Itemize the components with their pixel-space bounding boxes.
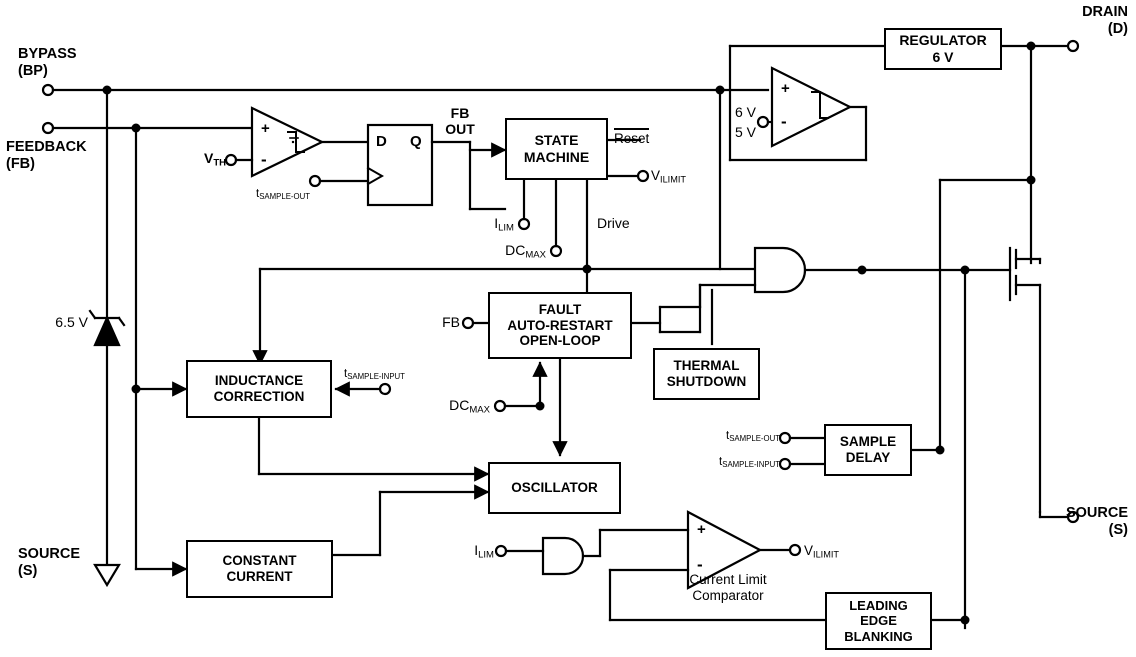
pin-source-left-label <box>18 546 80 579</box>
vth-sub: TH <box>213 157 226 169</box>
tsample-input-1-base: t <box>344 368 348 380</box>
label-dcmax-2 <box>432 397 490 416</box>
block-sample-delay <box>824 424 912 476</box>
label-drive <box>597 215 630 231</box>
vilimit-2-sub: ILIMIT <box>813 549 840 560</box>
vilimit-2-base: V <box>804 543 814 558</box>
cmp2-minus: - <box>781 112 787 131</box>
cmp1-minus: - <box>261 150 267 169</box>
thermal-line-2: SHUTDOWN <box>666 374 747 389</box>
pin-source-right-label <box>1016 505 1128 538</box>
zener-text: 6.5 V <box>55 314 88 330</box>
ff-d-text: D <box>376 133 387 150</box>
tsample-out-1-sub: SAMPLE-OUT <box>259 191 310 201</box>
ilim-2-base: I <box>474 542 479 558</box>
comparator1-plus-sign <box>261 120 270 137</box>
ilim-2-sub: LIM <box>478 549 494 561</box>
tsample-out-1-base: t <box>256 188 260 200</box>
cmp1-plus: + <box>261 120 270 137</box>
leb-line-3: BLANKING <box>844 628 913 644</box>
sample-delay-line-2: DELAY <box>845 450 891 465</box>
tsample-input-2-base: t <box>719 456 723 468</box>
leb-line-1: LEADING <box>849 598 908 613</box>
label-vilimit-2 <box>804 543 839 560</box>
regulator-line-1: REGULATOR <box>899 32 987 49</box>
dcmax-1-base: DC <box>505 242 526 258</box>
label-vilimit-1 <box>651 168 686 185</box>
comparator3-minus-sign <box>697 555 703 575</box>
five-v-text: 5 V <box>734 124 756 140</box>
constant-current-line-1: CONSTANT <box>222 553 297 569</box>
label-tsample-input-1 <box>344 368 405 381</box>
source-right-line-2: (S) <box>1108 521 1128 538</box>
source-left-line-2: (S) <box>18 562 38 579</box>
pin-bypass-label <box>18 46 77 79</box>
block-leading-edge-blanking <box>825 592 932 650</box>
oscillator-label: OSCILLATOR <box>511 480 598 496</box>
dcmax-1-sub: MAX <box>525 249 546 261</box>
block-state-machine <box>505 118 608 180</box>
state-machine-line-2: MACHINE <box>523 149 590 165</box>
cmp3-minus: - <box>697 555 703 574</box>
label-fb-small <box>414 314 460 330</box>
tsample-out-2-sub: SAMPLE-OUT <box>729 433 780 443</box>
label-ilim-2 <box>450 542 494 561</box>
inductance-line-1: INDUCTANCE <box>214 373 304 389</box>
fault-line-2: AUTO-RESTART <box>507 317 613 333</box>
reset-text: Reset <box>614 131 650 146</box>
cmp3-plus: + <box>697 521 706 538</box>
fb-out-line-1: FB <box>450 105 470 121</box>
block-constant-current <box>186 540 333 598</box>
comparator2-plus-sign <box>781 80 790 97</box>
comparator2-minus-sign <box>781 112 787 132</box>
label-tsample-out-2 <box>690 430 780 443</box>
constant-current-line-2: CURRENT <box>226 569 293 584</box>
label-dcmax-1 <box>490 242 546 261</box>
clc-line-2: Comparator <box>692 587 764 603</box>
block-oscillator <box>488 462 621 514</box>
feedback-line-1: FEEDBACK <box>6 139 87 155</box>
block-fault-auto-restart <box>488 292 632 359</box>
fault-line-1: FAULT <box>538 301 582 317</box>
label-ff-d <box>376 133 387 150</box>
regulator-line-2: 6 V <box>932 49 954 65</box>
tsample-input-2-sub: SAMPLE-INPUT <box>722 459 780 469</box>
label-tsample-out-1 <box>256 188 310 201</box>
state-machine-line-1: STATE <box>534 132 579 149</box>
leb-line-2: EDGE <box>860 613 897 629</box>
vth-base: V <box>203 150 214 166</box>
fb-out-line-2: OUT <box>445 121 475 138</box>
thermal-line-1: THERMAL <box>673 358 740 374</box>
tsample-out-2-base: t <box>726 430 730 442</box>
pin-feedback-label <box>6 139 87 172</box>
cmp2-plus: + <box>781 80 790 97</box>
tsample-input-1-sub: SAMPLE-INPUT <box>347 371 405 381</box>
fault-line-3: OPEN-LOOP <box>519 333 601 349</box>
bypass-line-2: (BP) <box>18 62 48 79</box>
inductance-line-2: CORRECTION <box>213 389 305 404</box>
block-thermal-shutdown <box>653 348 760 400</box>
label-reset <box>614 128 649 147</box>
vilimit-1-base: V <box>651 168 661 183</box>
pin-drain-label <box>1024 4 1128 37</box>
label-5v <box>700 124 756 140</box>
source-right-line-1: SOURCE <box>1065 505 1128 521</box>
drain-line-2: (D) <box>1107 20 1128 37</box>
label-vth <box>178 150 226 169</box>
clc-line-1: Current Limit <box>689 572 767 587</box>
label-current-limit-comparator <box>648 572 808 603</box>
dcmax-2-base: DC <box>449 397 470 413</box>
ilim-1-base: I <box>494 215 499 231</box>
comparator3-plus-sign <box>697 521 706 538</box>
ilim-1-sub: LIM <box>498 222 514 234</box>
drain-line-1: DRAIN <box>1082 4 1128 20</box>
fb-small-text: FB <box>442 314 460 330</box>
vilimit-1-sub: ILIMIT <box>660 174 687 185</box>
block-inductance-correction <box>186 360 332 418</box>
sample-delay-line-1: SAMPLE <box>839 434 897 450</box>
label-fb-out <box>430 105 490 137</box>
ff-q-text: Q <box>410 133 422 150</box>
six-v-text: 6 V <box>734 104 756 120</box>
label-6v <box>700 104 756 120</box>
drive-text: Drive <box>597 215 630 231</box>
feedback-line-2: (FB) <box>6 155 35 172</box>
label-tsample-input-2 <box>680 456 780 469</box>
label-zener-65v <box>36 314 88 330</box>
source-left-line-1: SOURCE <box>18 546 81 562</box>
label-ilim-1 <box>470 215 514 234</box>
dcmax-2-sub: MAX <box>469 404 490 416</box>
bypass-line-1: BYPASS <box>18 46 77 62</box>
comparator1-minus-sign <box>261 150 267 170</box>
label-ff-q <box>410 133 422 150</box>
block-regulator <box>884 28 1002 70</box>
